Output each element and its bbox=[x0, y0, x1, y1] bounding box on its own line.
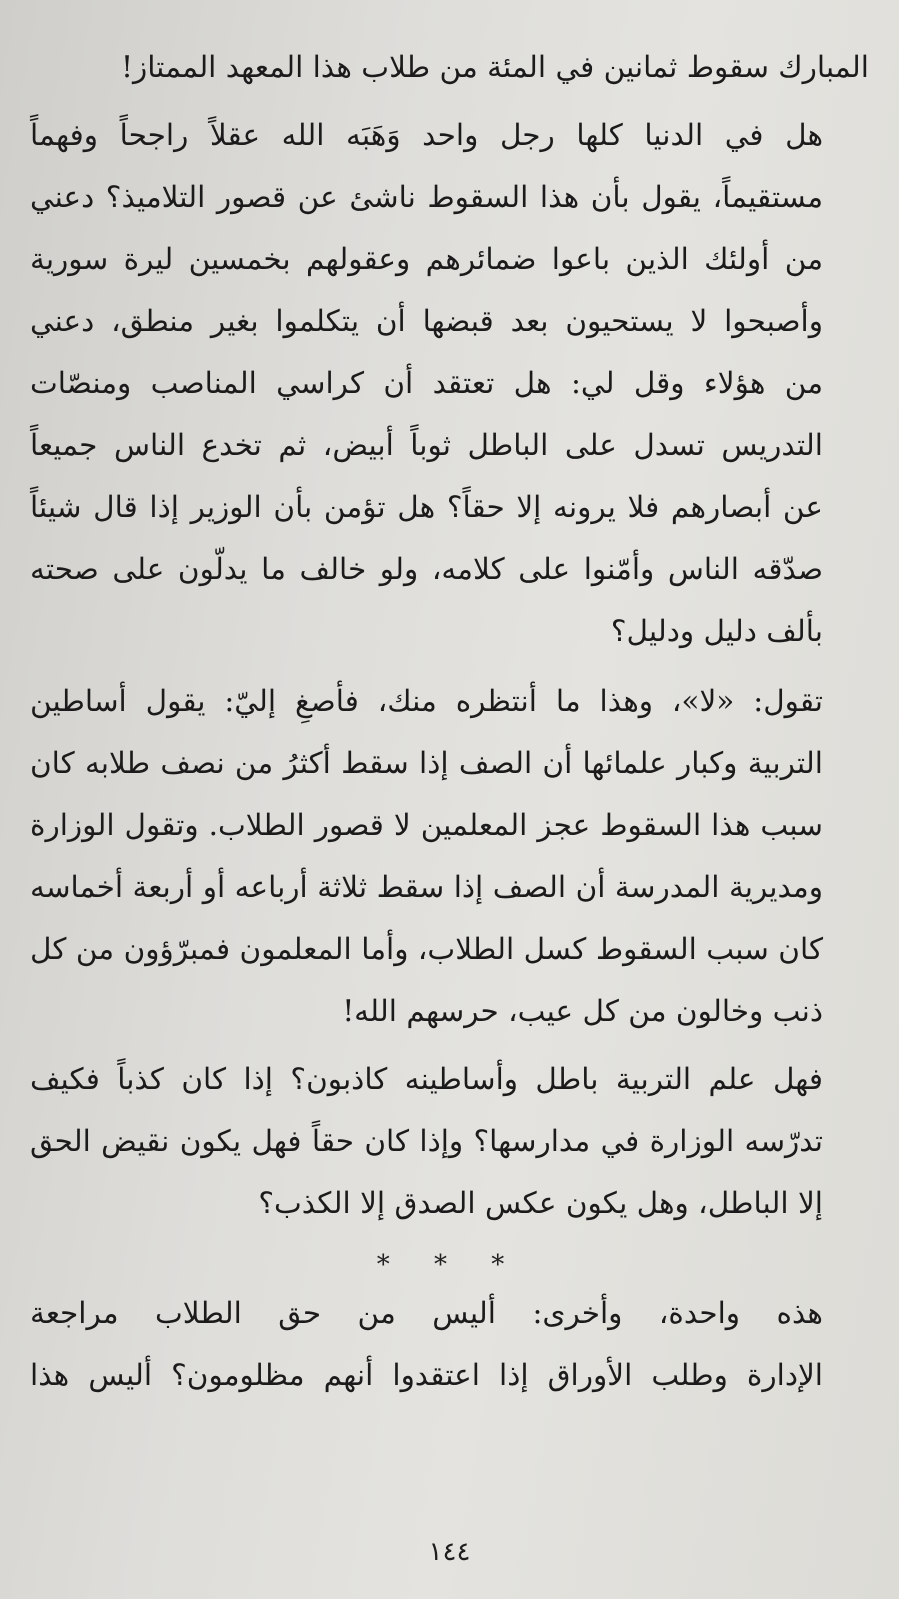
page-number: ١٤٤ bbox=[428, 1537, 471, 1567]
paragraph-1 bbox=[30, 36, 869, 98]
text-line: صدّقه الناس وأمّنوا على كلامه، ولو خالف ما يدلّون على صحته bbox=[30, 552, 823, 586]
text-line: ومديرية المدرسة أن الصف إذا سقط ثلاثة أرباعه أو أربعة أخماسه bbox=[30, 870, 823, 904]
text-line: التربية وكبار علمائها أن الصف إذا سقط أكثرُ من نصف طلابه كان bbox=[30, 746, 823, 780]
page-body bbox=[30, 36, 869, 1406]
paragraph-2 bbox=[30, 104, 869, 662]
text-line: من أولئك الذين باعوا ضمائرهم وعقولهم بخمسين ليرة سورية bbox=[30, 242, 823, 276]
text-line: هذه واحدة، وأخرى: أليس من حق الطلاب مراجعة bbox=[30, 1296, 823, 1330]
text-line: فهل علم التربية باطل وأساطينه كاذبون؟ إذا كان كذباً فكيف bbox=[30, 1062, 823, 1096]
text-line: المبارك سقوط ثمانين في المئة من طلاب هذا المعهد الممتاز! bbox=[121, 50, 869, 84]
text-line: الإدارة وطلب الأوراق إذا اعتقدوا أنهم مظلومون؟ أليس هذا bbox=[30, 1358, 823, 1392]
text-line: مستقيماً، يقول بأن هذا السقوط ناشئ عن قصور التلاميذ؟ دعني bbox=[30, 180, 823, 214]
text-line: التدريس تسدل على الباطل ثوباً أبيض، ثم تخدع الناس جميعاً bbox=[30, 428, 823, 462]
text-line: عن أبصارهم فلا يرونه إلا حقاً؟ هل تؤمن بأن الوزير إذا قال شيئاً bbox=[30, 490, 823, 524]
text-line: إلا الباطل، وهل يكون عكس الصدق إلا الكذب؟ bbox=[258, 1186, 823, 1220]
text-line: وأصبحوا لا يستحيون بعد قبضها أن يتكلموا بغير منطق، دعني bbox=[30, 304, 823, 338]
text-line: سبب هذا السقوط عجز المعلمين لا قصور الطلاب. وتقول الوزارة bbox=[30, 808, 823, 842]
text-line: من هؤلاء وقل لي: هل تعتقد أن كراسي المناصب ومنصّات bbox=[30, 366, 823, 400]
text-line: هل في الدنيا كلها رجل واحد وَهَبَه الله عقلاً راجحاً وفهماً bbox=[30, 118, 823, 152]
text-line: كان سبب السقوط كسل الطلاب، وأما المعلمون فمبرّؤون من كل bbox=[30, 932, 823, 966]
text-line: تقول: «لا»، وهذا ما أنتظره منك، فأصغِ إليّ: يقول أساطين bbox=[30, 684, 823, 718]
text-line: بألف دليل ودليل؟ bbox=[610, 614, 823, 648]
paragraph-3 bbox=[30, 670, 869, 1042]
text-line: تدرّسه الوزارة في مدارسها؟ وإذا كان حقاً فهل يكون نقيض الحق bbox=[30, 1124, 823, 1158]
section-separator: * * * bbox=[376, 1250, 523, 1280]
text-line: ذنب وخالون من كل عيب، حرسهم الله! bbox=[342, 994, 823, 1028]
paragraph-4 bbox=[30, 1048, 869, 1234]
paragraph-5 bbox=[30, 1282, 869, 1406]
